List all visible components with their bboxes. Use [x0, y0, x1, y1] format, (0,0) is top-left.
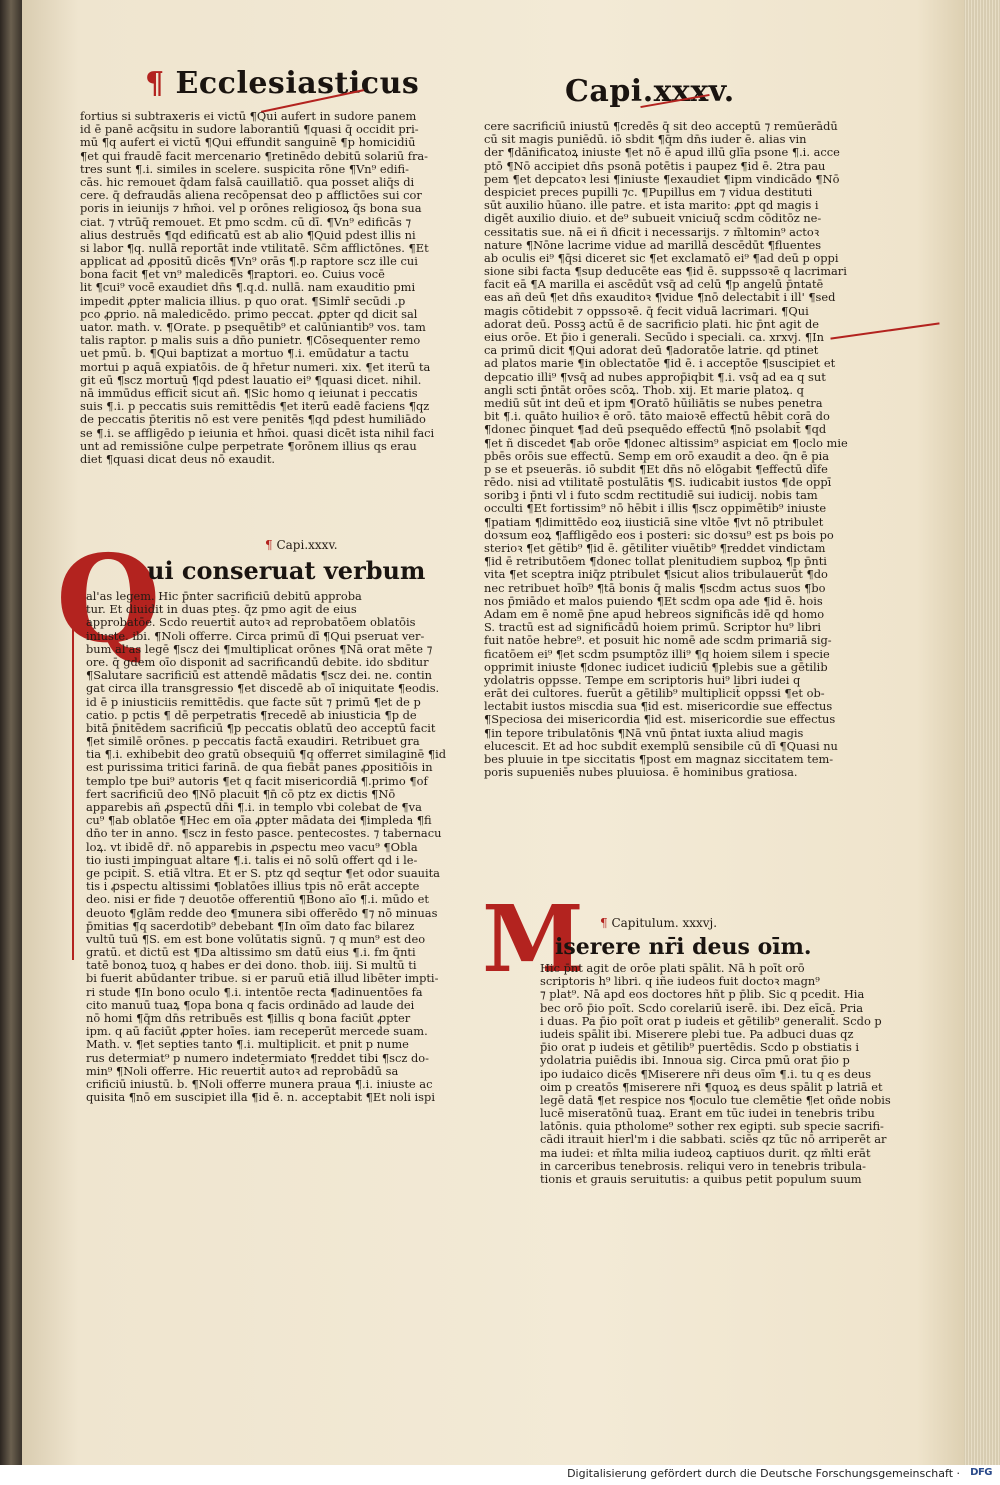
text-line: gratū. et dictū est ¶Da altissimo sm datū eius ¶.i. fm q̄nti: [86, 945, 416, 960]
text-line: depcatio illi⁹ ¶vsq̄ ad nubes approp̄iqbit ¶.i. vsq̄ ad ea q sut: [484, 369, 826, 384]
text-line: p se et pseuerās. iō subdit ¶Et dn̄s nō elōgabit ¶effectū dīfe: [484, 461, 828, 476]
text-line: se ¶.i. se affligēdo p ieiunia et hm̄oi. quasi dicēt ista nihil faci: [80, 425, 435, 440]
text-line: pco ꝓprio. nā maledicēdo. primo peccat. ꝓpter qd dicit sal: [80, 306, 418, 321]
text-line: bi fuerit abūdanter tribue. si er paruū etiā illud libēter impti-: [86, 971, 439, 986]
text-line: est purissima tritici farinā. de qua fiebāt panes ꝓpositiōis in: [86, 760, 433, 775]
text-line: ma iudei: et m̄lta milia iudeoꝝ captiuos durit. qz m̄lti erāt: [540, 1145, 871, 1160]
text-line: dn̄o ter in anno. ¶scz in festo pasce. pentecostes. ⁊ tabernacu: [86, 826, 442, 841]
text-line: tres sunt ¶.i. similes in scelere. suspicita rōne ¶Vn⁹ edifi-: [80, 161, 409, 176]
text-line: tionis et grauis seruitutis: a quibus petit populum suum: [540, 1172, 862, 1186]
chapter-pilcrow: ¶: [265, 538, 273, 552]
text-line: in carceribus tenebrosis. reliqui vero in tenebris tribula-: [540, 1158, 866, 1173]
text-line: Hic p̄nt agit de orōe plati spālit. Nā h poīt orō: [540, 961, 805, 975]
text-line: tatē bonoꝝ tuoꝝ q habes er dei dono. thob. iiij. Si multū ti: [86, 958, 417, 973]
text-line: soribꝫ i p̄nti vl i futo scdm rectitudiē sui iudicij. nobis tam: [484, 488, 818, 503]
text-line: legē datā ¶et respice nos ¶oculo tue clemētie ¶et oñde nobis: [540, 1092, 891, 1107]
chapter-heading-left: [265, 538, 338, 552]
left-column-text-continued: [86, 589, 447, 1105]
red-initial-q: Q: [56, 529, 161, 670]
text-line: sione sibi facta ¶sup deducēte eas ¶id ē. suppssoꝛē q lacrimari: [484, 264, 847, 279]
text-line: Adam em ē nomē p̄ne apud hebreos significās idē qd homo: [484, 606, 825, 621]
text-line: bum al'as legē ¶scz dei ¶multiplicat orōnes ¶Nā orat mēte ⁊: [86, 641, 433, 656]
text-line: digēt auxilio diuio. et de⁹ subueit vniciuq̄ scdm cōditōz ne-: [484, 211, 822, 226]
text-line: ad platos marie ¶in oblectatōe ¶id ē. i acceptōe ¶suscipiet et: [484, 356, 836, 371]
text-line: vultū tuū ¶S. em est bone volūtatis signū. ⁊ q mun⁹ est deo: [86, 931, 426, 946]
text-line: gat circa illa transgressio ¶et discedē ab oī iniquitate ¶eodis.: [86, 681, 440, 696]
text-line: pem ¶et depcatoꝛ lesi ¶iniuste ¶exaudiet ¶ipm vindicādo ¶Nō: [484, 171, 840, 186]
red-initial-m: M: [482, 885, 584, 993]
text-line: scriptoris h⁹ libri. q iñe iudeos fuit doctoꝛ magn⁹: [540, 974, 820, 989]
text-line: templo tpe bui⁹ autoris ¶et q facit misericordiā ¶.primo ¶of: [86, 773, 428, 788]
text-line: quisita ¶nō em suscipiet illa ¶id ē. n. acceptabit ¶Et noli ispi: [86, 1090, 435, 1105]
text-line: alius destruēs ¶qd edificatū est ab alio ¶Quid pdest illis ni: [80, 227, 416, 242]
chapter-pilcrow: ¶: [600, 916, 608, 930]
left-column-text: [80, 109, 435, 466]
text-line: bec orō p̄io poīt. Scdo corelariū iserē. ibi. Dez eīcā. Pria: [540, 1000, 864, 1015]
page-stack-edge: [964, 0, 1000, 1470]
text-line: uet pmū. b. ¶Qui baptizat a mortuo ¶.i. emūdatur a tactu: [80, 346, 409, 361]
right-column-text: [484, 119, 848, 780]
text-line: ore. q̄ gdem oīo disponit ad sacrificandū debite. ido sbditur: [86, 654, 429, 669]
text-line: approbatōe. Scdo reuertit̄ autoꝛ ad reprobatōem oblatōis: [86, 615, 416, 630]
text-line: despiciet preces pupilli ⁊c. ¶Pupillus em ⁊ vidua destituti: [484, 184, 813, 199]
text-line: loꝝ. vt ibidē dr̄. nō apparebis in ꝓspectu meo vacu⁹ ¶Obla: [86, 839, 418, 854]
text-line: cessitatis sue. nā ei ñ dficit i necessarijs. ⁊ m̄ltomin⁹ actoꝛ: [484, 224, 820, 239]
text-line: bes pluuie in tpe siccitatis ¶post em magnaz siccitatem tem-: [484, 752, 834, 766]
chapter-number: Capitulum. xxxvj.: [611, 916, 718, 930]
text-line: cere. q̄ defraudās aliena recōpensat deo p afflictōes sui cor: [80, 188, 422, 203]
text-line: tia ¶.i. exhibebit deo gratū obsequiū ¶q offerret similaginē ¶id: [86, 747, 447, 762]
text-line: pbēs orōis sue effectū. Semp em orō exaudit a deo. q̄n ē pia: [484, 448, 830, 463]
text-line: elucescit. Et ad hoc subdit̄ exemplū sensibile cū dī ¶Quasi nu: [484, 738, 838, 753]
text-line: bit ¶.i. quāto huilioꝛ ē orō. tāto maioꝛē effectū hēbit corā do: [484, 409, 830, 424]
dfg-logo: DFG: [970, 1467, 992, 1478]
text-line: poris in ieiunijs ⁊ hm̄oi. vel p orōnes religiosoꝝ q̄s bona sua: [80, 201, 422, 216]
text-line: impedit ꝓpter malicia illius. p quo orat. ¶Simlr̄ secūdi .p: [80, 293, 406, 308]
text-line: mediū sūt int deū et ipm ¶Oratō hūiliātis se nubes penetra: [484, 395, 823, 410]
text-line: lit ¶cui⁹ vocē exaudiet dn̄s ¶.q.d. nullā. nam exauditio pmi: [80, 280, 416, 295]
text-line: crificiū iniustū. b. ¶Noli offerre munera praua ¶.i. iniuste ac: [86, 1076, 433, 1091]
running-head-left: [145, 66, 419, 101]
chapter-number: Capi.xxxv.: [276, 538, 338, 552]
text-line: si labor ¶q. nullā reportāt inde vtilitatē. Sc̄m afflictōnes. ¶Et: [80, 240, 429, 255]
text-line: ipm. q aū faciūt ꝓpter hoīes. iam receperūt mercede suam.: [86, 1024, 428, 1039]
text-line: sterioꝛ ¶et gētib⁹ ¶id ē. gētiliter viuētib⁹ ¶reddet vindictam: [484, 541, 826, 555]
text-line: git eū ¶scz mortuū ¶qd pdest lauatio ei⁹ ¶quasi dicet. nihil.: [80, 372, 422, 387]
text-line: diet ¶quasi dicat deus nō exaudit.: [80, 451, 276, 466]
text-line: angli scti p̄ntāt orōes scōꝝ. Thob. xij. Et marie platoꝝ. q: [484, 382, 804, 397]
text-line: der ¶dānificatoꝝ iniuste ¶et nō ē apud illū glīa psone ¶.i. acce: [484, 145, 840, 160]
text-line: apparebis añ ꝓspectū dn̄i ¶.i. in templo vbi colebat de ¶va: [86, 800, 422, 814]
text-line: nā immūdus efficit̄ sicut añ. ¶Sic homo q ieiunat i peccatis: [80, 385, 418, 400]
text-line: uator. math. v. ¶Orate. p psequētib⁹ et calūniantib⁹ vos. tam: [80, 320, 426, 334]
text-line: occulti ¶Et fortissim⁹ nō hēbit i illis ¶scz oppimētib⁹ iniuste: [484, 501, 827, 516]
text-line: lucē miseratōnū tuaꝝ. Erant em tūc iudei in tenebris tribu: [540, 1106, 875, 1121]
text-line: nature ¶Nōne lacrime vidue ad marillā descēdūt ¶fluentes: [484, 237, 822, 252]
text-line: cere sacrificiū iniustū ¶credēs q̄ sit deo acceptū ⁊ remūerādū: [484, 119, 838, 133]
text-line: ¶in tepore tribulatōnis ¶Nā vnū p̄ntat iuxta aliud magis: [484, 725, 804, 740]
text-line: ciat. ⁊ vtrūq̄ remouet. Et pmo scdm. cū dī. ¶Vn⁹ edificās ⁊: [80, 214, 412, 229]
running-head-left-text: Ecclesiasticus: [175, 66, 420, 101]
text-line: fert sacrificiū deo ¶Nō placuit ¶n̄ cō ptz ex dictis ¶Nō: [86, 786, 396, 801]
right-column-text-continued: [540, 961, 891, 1186]
text-line: tis i ꝓspectu altissimi ¶oblatōes illius tpis nō erāt accepte: [86, 879, 420, 894]
text-line: ¶id ē retributōem ¶donec tollat plenitudiem supboꝝ ¶p p̄nti: [484, 554, 827, 569]
text-line: cito manuū tuaꝝ ¶opa bona q facis ordinādo ad laude dei: [86, 997, 415, 1012]
text-line: tio iusti impinguat altare ¶.i. talis ei nō solū offert qd i le-: [86, 852, 418, 867]
text-line: p̄io orat p iudeis et gētilib⁹ puertēdis. Scdo p obstiatis i: [540, 1040, 860, 1055]
text-line: Math. v. ¶et septies tanto ¶.i. multiplicit. et pnit p nume: [86, 1037, 409, 1052]
text-line: iudeis spālit ibi. Miserere plebi tue. Pa adbuci duas qz: [540, 1026, 854, 1041]
text-line: ¶et ñ discedet ¶ab orōe ¶donec altissim⁹ aspiciat em ¶oclo mie: [484, 435, 848, 450]
text-line: ca primū dicit ¶Qui adorat deū ¶adoratōe latrie. qd ptinet: [484, 343, 819, 358]
text-line: S. tractū est ad significādū hoiem primū. Scriptor hu⁹ libri: [484, 620, 821, 635]
text-line: ficatōem ei⁹ ¶et scdm psumptōz illi⁹ ¶q hoiem silem i specie: [484, 646, 830, 661]
text-line: deo. nisi er fide ⁊ deuotōe offerentiū ¶Bono aīo ¶.i. mūdo et: [86, 892, 429, 907]
text-line: applicat ad ꝓpositū dicēs ¶Vn⁹ orās ¶.p raptore scz ille cui: [80, 254, 418, 269]
text-line: ri stude ¶In bono oculo ¶.i. intentōe recta ¶adinuentōes fa: [86, 984, 423, 999]
text-line: bitā p̄nitēdem sacrificiū ¶p peccatis oblatū deo acceptū facit: [86, 720, 436, 735]
text-line: latōnis. quia ptholome⁹ sother rex egipti. sub specie sacrifi-: [540, 1119, 884, 1134]
text-line: ¶Speciosa dei misericordia ¶id est. misericordie sue effectus: [484, 712, 836, 727]
text-line: ge pcipit̄. S. etiā vltra. Et er S. ptz qd seqtur ¶et odor suauita: [86, 865, 440, 880]
text-line: nos p̄miādo et malos puiendo ¶Et scdm opa ade ¶id ē. hois: [484, 593, 823, 608]
text-line: unt ad remissiōne culpe perpetrate ¶orōnem illius qs erau: [80, 438, 417, 453]
text-line: ydolatris oppsse. Tempe em scriptoris hui⁹ libri iudei q: [484, 672, 801, 687]
text-line: al'as legem. Hic p̄nter sacrificiū debitū approba: [86, 589, 362, 603]
text-line: nō homi ¶q̄m dn̄s retribuēs est ¶illis q bona faciūt ꝓpter: [86, 1011, 411, 1025]
text-line: erāt dei cultores. fuerūt a gētilib⁹ multiplicit̄ oppssi ¶et ob-: [484, 686, 825, 701]
running-head-pilcrow: ¶: [145, 66, 165, 101]
text-line: catio. p pctis ¶ dē perpetratis ¶recedē ab iniusticia ¶p de: [86, 707, 417, 722]
text-line: facit eā ¶A marilla ei ascēdūt vsq̄ ad celū ¶p angelū p̄ntatē: [484, 277, 824, 292]
text-line: p̄mitias ¶q sacerdotib⁹ debebant ¶In oīm dato fac bilarez: [86, 918, 415, 933]
text-line: vita ¶et sceptra iniq̄z ptribulet ¶sicut alios tribulauerūt ¶do: [484, 567, 828, 582]
text-line: ¶donec p̄inquet ¶ad deū psequēdo effectū ¶nō psolabit̄ ¶qd: [484, 422, 827, 437]
text-line: oim p creatōs ¶miserere nr̄i ¶quoꝝ es deus spālit p latriā et: [540, 1079, 883, 1094]
text-line: min⁹ ¶Noli offerre. Hic reuertit̄ autoꝛ ad reprobādū sa: [86, 1063, 399, 1078]
text-line: tur. Et diuidit in duas ptes. q̄z pmo agit de eius: [86, 602, 357, 617]
text-line: cū sit magis puniēdū. iō sbdit ¶q̄m dn̄s iuder ē. alias vin: [484, 132, 807, 147]
text-line: doꝛsum eoꝝ ¶affligēdo eos i posteri: sic doꝛsu⁹ est ps bois po: [484, 527, 834, 542]
text-line: id ē panē acq̄situ in sudore laborantiū ¶quasi q̄ occidit pri-: [80, 122, 419, 137]
text-line: bona facit ¶et vn⁹ maledicēs ¶raptori. eo. Cuius vocē: [80, 267, 385, 282]
text-line: ¶et qui fraudē facit mercenario ¶retinēdo debitū solariū fra-: [80, 148, 429, 163]
text-line: cās. hic remouet q̄dam falsā cauillatiō. qua posset aliq̄s di: [80, 174, 415, 189]
text-line: ptō ¶Nō accipiet dn̄s psonā potētis i paupez ¶id ē. 2tra pau: [484, 158, 826, 173]
text-line: mū ¶q aufert ei victū ¶Qui effundit sanguinē ¶p homicidiū: [80, 135, 416, 150]
text-line: iniuste. ibi. ¶Noli offerre. Circa primū dī ¶Qui pseruat ver-: [86, 628, 425, 643]
text-line: lectabit iustos miscdia sua ¶id est. misericordie sue effectus: [484, 699, 833, 714]
text-line: poris supueniēs nubes pluuiosa. ē hominibus gratiosa.: [484, 765, 798, 780]
text-line: ⁊ plat⁹. Nā apd eos doctores hñt p p̄lib. Sic q pcedit. Hia: [540, 987, 865, 1002]
book-spine-edge: [0, 0, 22, 1470]
text-line: sūt auxilio hūano. ille patre. et ista marito: ꝓpt qd magis i: [484, 198, 819, 213]
text-line: ¶patiam ¶dimittēdo eoꝝ iiusticiā sine vltōe ¶vt nō ptribulet: [484, 514, 824, 529]
text-line: ¶Salutare sacrificiū est attendē mādatis ¶scz dei. ne. contin: [86, 668, 432, 683]
text-line: cu⁹ ¶ab oblatōe ¶Hec em oīa ꝓpter mādata dei ¶impleda ¶fi: [86, 813, 432, 828]
section-title-left: ui conseruat verbum: [147, 556, 426, 585]
text-line: fuit natōe hebre⁹. et posuit hic nomē ade scdm primariā sig-: [484, 633, 832, 648]
section-title-right: iserere nr̄i deus oīm.: [555, 934, 812, 960]
text-line: magis cōtidebit ⁊ oppssoꝛē. q̄ fecit viduā lacrimari. ¶Qui: [484, 303, 809, 318]
text-line: de peccatis p̄teritis nō est vere penitēs ¶qd pdest humiliādo: [80, 412, 426, 427]
text-line: ydolatria puiēdis ibi. Innoua sig. Circa pmū orat p̄io p: [540, 1053, 850, 1068]
text-line: id ē p iniusticiis remittēdis. que facte sūt ⁊ primū ¶et de p: [86, 694, 421, 709]
text-line: i duas. Pa p̄io poīt orat p iudeis et gētilib⁹ generalit̄. Scdo p: [540, 1013, 882, 1028]
text-line: ab oculis ei⁹ ¶q̄si diceret sic ¶et exclamatō ei⁹ ¶ad deū p oppi: [484, 250, 839, 265]
text-line: adorat deū. Possꝫ actū ē de sacrificio plati. hic p̄nt agit de: [484, 316, 820, 331]
running-head-right: Capi.xxxv.: [565, 74, 735, 109]
text-line: opprimit iniuste ¶donec iudicet iudiciū ¶plebis sue a gētilib: [484, 659, 828, 674]
chapter-heading-right: [600, 916, 717, 930]
text-line: suis ¶.i. p peccatis suis remittēdis ¶et iterū eadē faciens ¶qz: [80, 399, 430, 414]
text-line: ipo iudaico dicēs ¶Miserere nr̄i deus oīm ¶.i. tu q es deus: [540, 1066, 872, 1081]
text-line: eius orōe. Et p̄io i generali. Secūdo i speciali. ca. xrxvj. ¶In: [484, 330, 824, 344]
text-line: talis raptor. p malis suis a dn̄o punietr. ¶Cōsequenter remo: [80, 333, 421, 348]
text-line: mortui p aquā expiatōis. de q̄ hr̄etur numeri. xix. ¶et iterū ta: [80, 359, 431, 374]
text-line: fortius si subtraxeris ei victū ¶Qui aufert in sudore panem: [80, 109, 417, 123]
text-line: rus determiat⁹ p numero indetermiato ¶reddet tibi ¶scz do-: [86, 1050, 429, 1065]
initial-flourish: [72, 620, 74, 960]
text-line: eas añ deū ¶et dn̄s exauditoꝛ ¶vidue ¶nō delectabit̄ i ill' ¶sed: [484, 290, 836, 305]
text-line: ¶et similē orōnes. p peccatis factā exaudiri. Retribuet gra: [86, 734, 420, 749]
footer-credit: Digitalisierung gefördert durch die Deutsche Forschungsgemeinschaft ·: [567, 1467, 960, 1480]
text-line: nec retribuet hoīb⁹ ¶tā bonis q̄ malis ¶scdm actus suos ¶bo: [484, 580, 826, 595]
text-line: rēdo. nisi ad vtilitatē postulātis ¶S. iudicabit iustos ¶de oppī: [484, 475, 832, 490]
text-line: cādi itrauit hierl'm i die sabbati. sciēs qz tūc nō arriperēt ar: [540, 1132, 887, 1147]
text-line: deuoto ¶glām redde deo ¶munera sibi offerēdo ¶⁊ nō minuas: [86, 905, 438, 920]
